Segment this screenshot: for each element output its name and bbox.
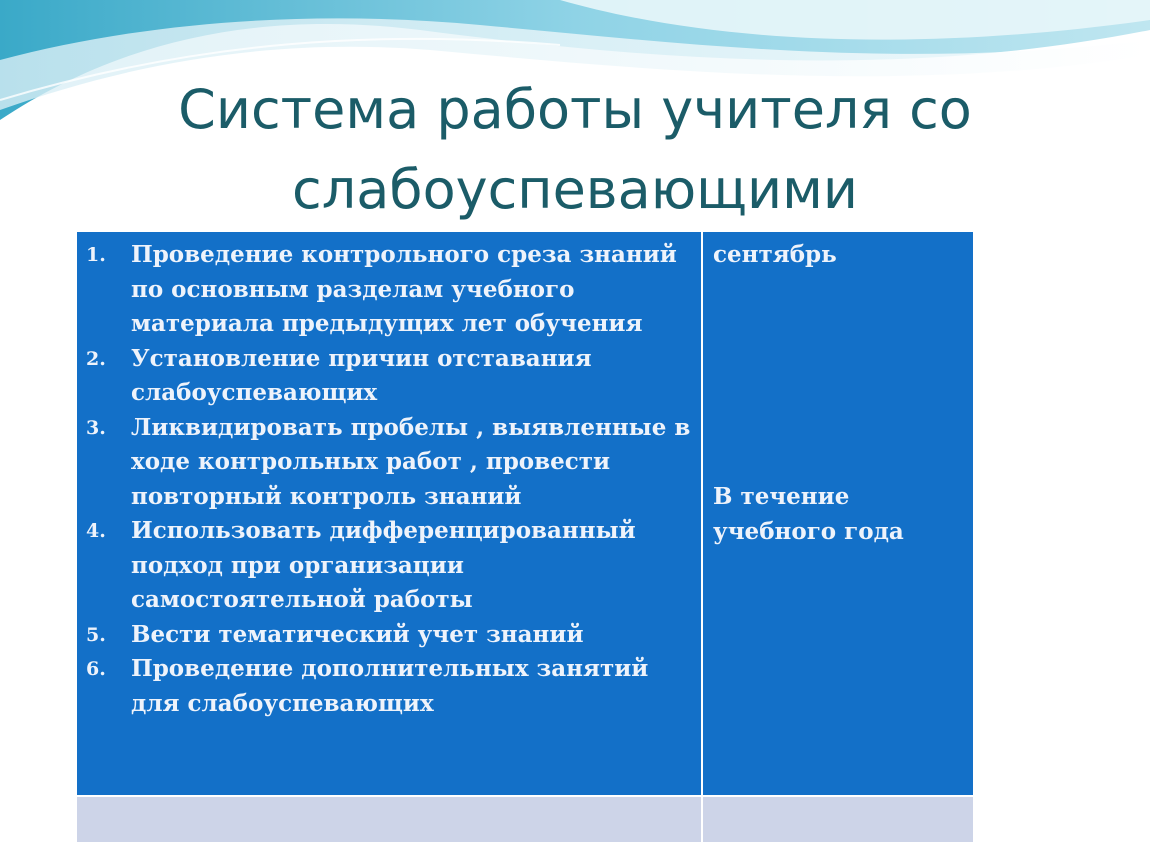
- task-number: 5.: [86, 623, 106, 646]
- task-number: 1.: [86, 244, 106, 266]
- task-item: [86, 514, 698, 618]
- task-list: [86, 238, 698, 721]
- task-text: Использовать дифференцированный подход при организации самостоятельной работы: [131, 517, 636, 613]
- task-text: Установление причин отставания слабоуспевающих: [131, 344, 592, 406]
- task-item: [86, 411, 698, 515]
- table-cell-empty-right: [703, 797, 973, 842]
- task-text: Вести тематический учет знаний: [131, 620, 584, 648]
- task-item: [86, 238, 698, 342]
- task-text: Проведение дополнительных занятий для слабоуспевающих: [131, 655, 649, 717]
- timing-september: сентябрь: [713, 241, 837, 268]
- task-number: 2.: [86, 347, 106, 370]
- task-number: 3.: [86, 416, 106, 439]
- task-item: [86, 652, 698, 721]
- task-item: [86, 342, 698, 411]
- slide-title: Система работы учителя со слабоуспевающими: [178, 78, 972, 221]
- task-text: Ликвидировать пробелы , выявленные в ходе контрольных работ , провести повторный контроль знаний: [131, 413, 691, 510]
- task-number: 6.: [86, 658, 106, 680]
- task-item: [86, 618, 698, 653]
- timing-school-year: В течение учебного года: [713, 483, 904, 545]
- table-cell-empty-left: [77, 797, 701, 842]
- task-text: Проведение контрольного среза знаний по основным разделам учебного материала предыдущих лет обучения: [131, 241, 677, 337]
- task-number: 4.: [86, 520, 106, 542]
